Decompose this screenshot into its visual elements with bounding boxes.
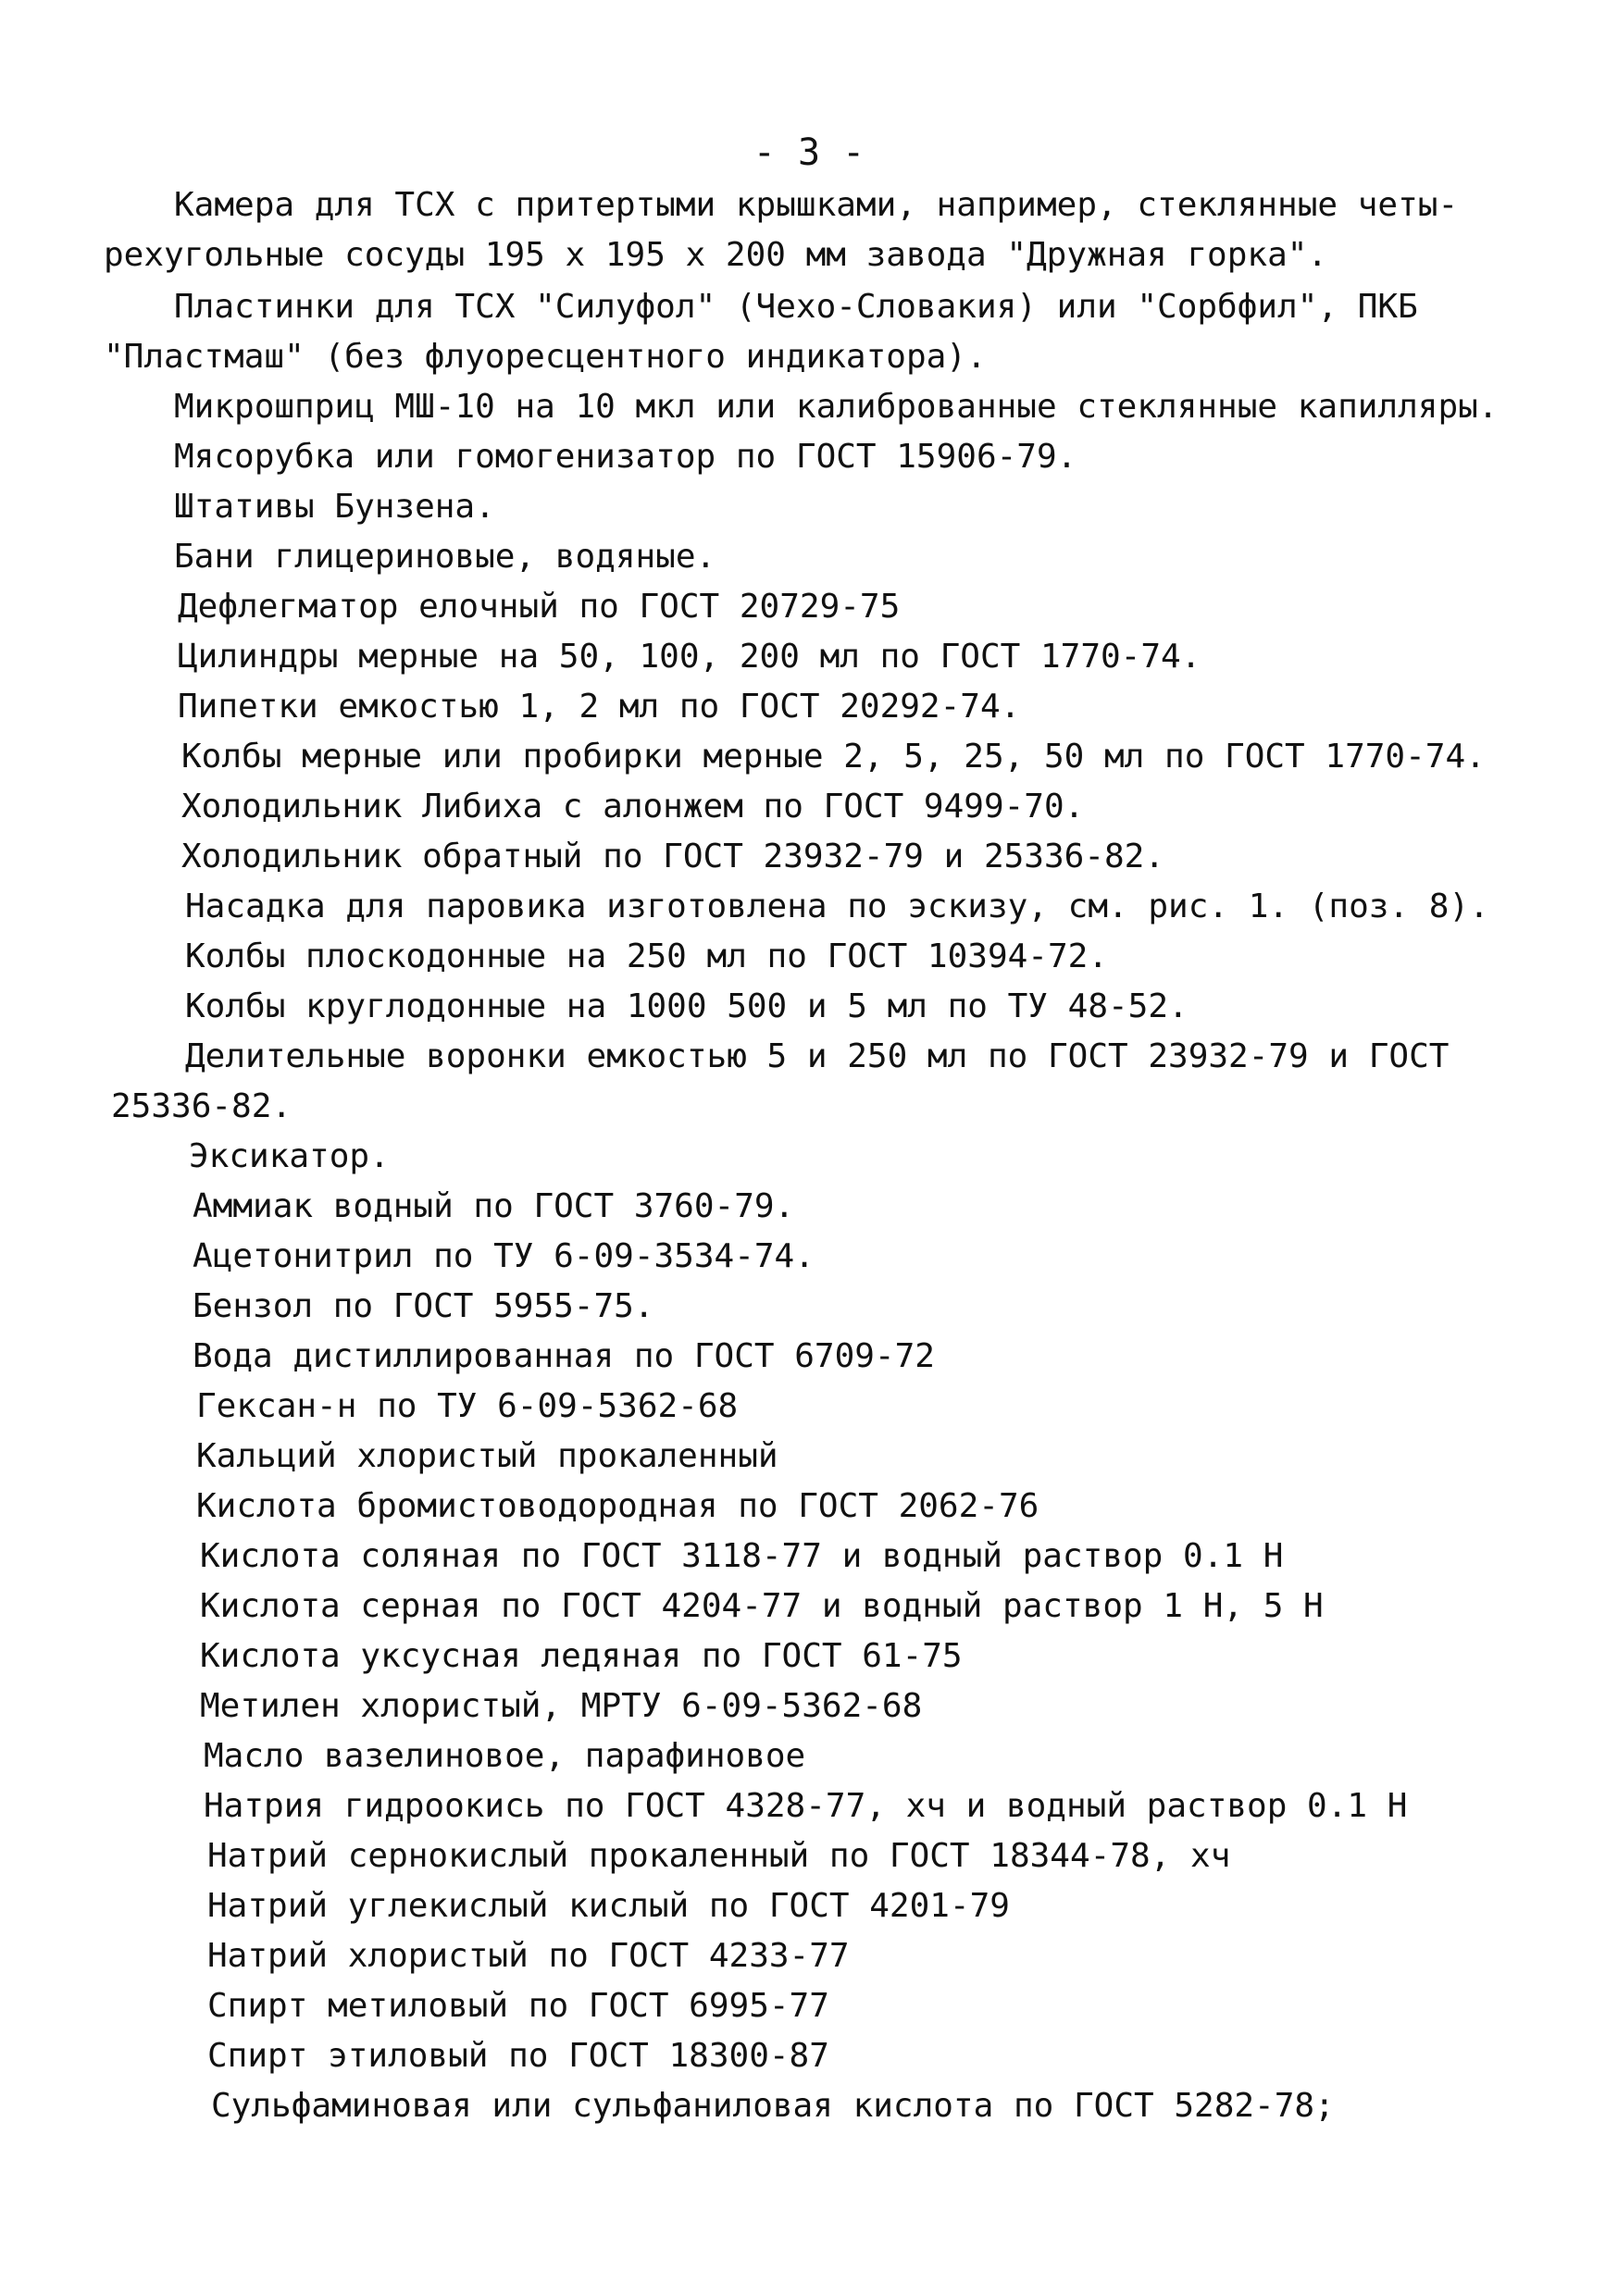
text-line: Спирт метиловый по ГОСТ 6995-77 (207, 1987, 829, 2025)
text-line: Гексан-н по ТУ 6-09-5362-68 (196, 1387, 739, 1425)
text-line: Натрия гидроокись по ГОСТ 4328-77, хч и водный раствор 0.1 Н (204, 1787, 1408, 1825)
text-line: Кислота серная по ГОСТ 4204-77 и водный раствор 1 Н, 5 Н (200, 1587, 1324, 1625)
text-line: Ацетонитрил по ТУ 6-09-3534-74. (193, 1237, 815, 1275)
text-line: Эксикатор. (189, 1137, 390, 1175)
text-line: Бензол по ГОСТ 5955-75. (193, 1287, 654, 1325)
text-line: рехугольные сосуды 195 х 195 х 200 мм завода "Дружная горка". (104, 236, 1328, 274)
text-line: Метилен хлористый, МРТУ 6-09-5362-68 (200, 1687, 923, 1725)
text-line: Мясорубка или гомогенизатор по ГОСТ 15906-79. (174, 438, 1077, 476)
text-line: Насадка для паровика изготовлена по эскизу, см. рис. 1. (поз. 8). (185, 887, 1489, 925)
text-line: Колбы круглодонные на 1000 500 и 5 мл по ТУ 48-52. (185, 987, 1189, 1025)
text-line: Микрошприц МШ-10 на 10 мкл или калиброванные стеклянные капилляры. (174, 388, 1499, 426)
text-line: Холодильник Либиха с алонжем по ГОСТ 9499-70. (181, 788, 1085, 825)
text-line: Камера для ТСХ с притертыми крышками, например, стеклянные четы- (174, 186, 1459, 224)
text-line: Кальций хлористый прокаленный (196, 1437, 778, 1475)
text-line: Натрий углекислый кислый по ГОСТ 4201-79 (207, 1887, 1010, 1925)
text-line: Натрий хлористый по ГОСТ 4233-77 (207, 1937, 850, 1975)
text-line: Дефлегматор елочный по ГОСТ 20729-75 (178, 588, 901, 626)
text-line: "Пластмаш" (без флуоресцентного индикатора). (104, 338, 987, 376)
text-line: Натрий сернокислый прокаленный по ГОСТ 18344-78, хч (207, 1837, 1231, 1875)
text-line: Кислота соляная по ГОСТ 3118-77 и водный раствор 0.1 Н (200, 1537, 1284, 1575)
text-line: 25336-82. (111, 1087, 292, 1125)
text-line: Колбы плоскодонные на 250 мл по ГОСТ 10394-72. (185, 937, 1108, 975)
text-line: Штативы Бунзена. (174, 488, 495, 526)
text-line: Холодильник обратный по ГОСТ 23932-79 и 25336-82. (181, 838, 1165, 875)
text-line: Кислота бромистоводородная по ГОСТ 2062-76 (196, 1487, 1039, 1525)
text-line: Масло вазелиновое, парафиновое (204, 1737, 806, 1775)
text-line: Цилиндры мерные на 50, 100, 200 мл по ГОСТ 1770-74. (178, 638, 1201, 676)
page-number: - 3 - (753, 131, 865, 174)
text-line: Спирт этиловый по ГОСТ 18300-87 (207, 2037, 829, 2075)
text-line: Бани глицериновые, водяные. (174, 538, 716, 576)
text-line: Колбы мерные или пробирки мерные 2, 5, 25, 50 мл по ГОСТ 1770-74. (181, 738, 1486, 776)
text-line: Пластинки для ТСХ "Силуфол" (Чехо-Словакия) или "Сорбфил", ПКБ (174, 288, 1418, 326)
text-line: Делительные воронки емкостью 5 и 250 мл по ГОСТ 23932-79 и ГОСТ (185, 1037, 1450, 1075)
text-line: Вода дистиллированная по ГОСТ 6709-72 (193, 1337, 935, 1375)
text-line: Пипетки емкостью 1, 2 мл по ГОСТ 20292-74. (178, 688, 1021, 726)
text-line: Кислота уксусная ледяная по ГОСТ 61-75 (200, 1637, 963, 1675)
text-line: Сульфаминовая или сульфаниловая кислота по ГОСТ 5282-78; (211, 2087, 1335, 2125)
text-line: Аммиак водный по ГОСТ 3760-79. (193, 1187, 795, 1225)
